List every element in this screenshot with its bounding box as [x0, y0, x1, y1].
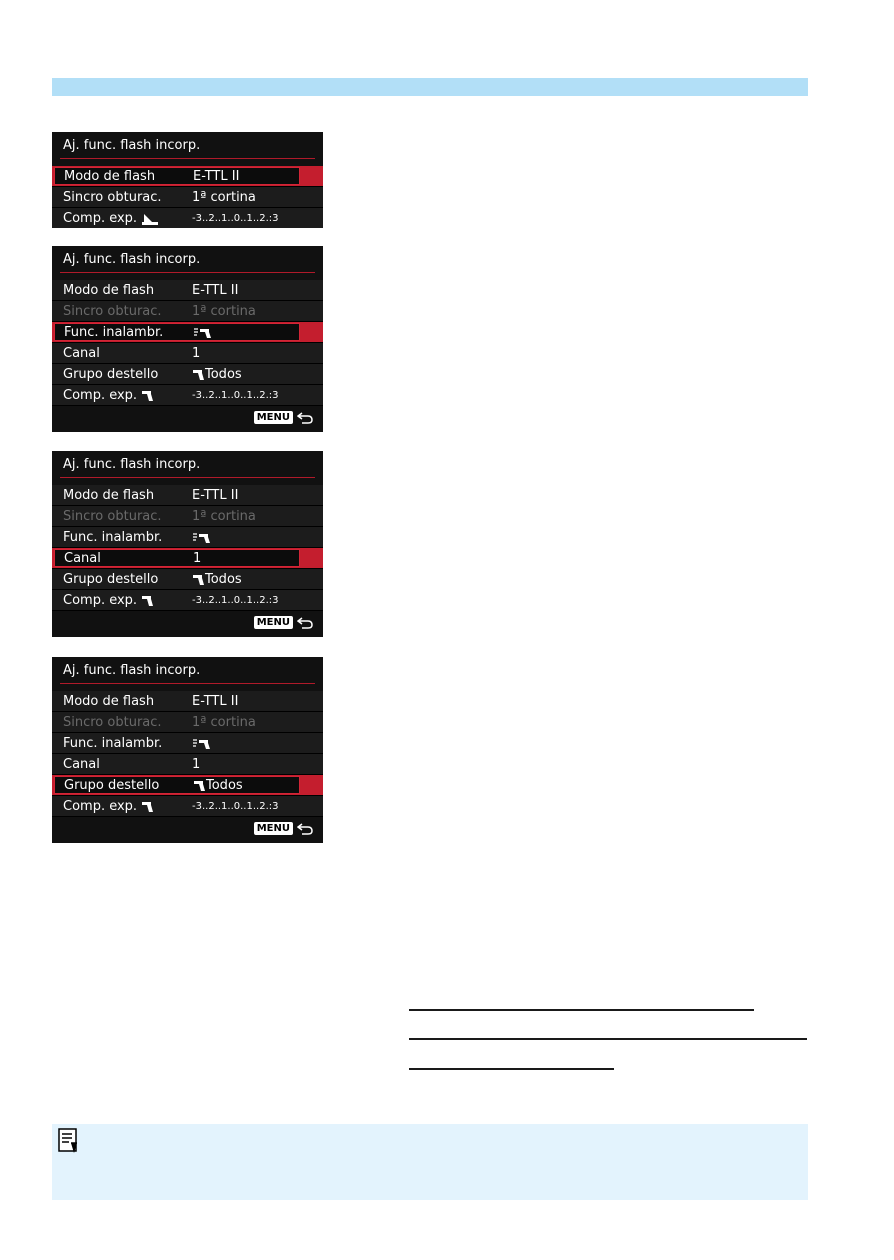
- row-label: Canal: [63, 757, 100, 772]
- menu-row-shutter-sync: [52, 301, 323, 322]
- row-value: 1: [193, 551, 202, 566]
- menu-row-firing-group[interactable]: [52, 364, 323, 385]
- menu-back-arrow-icon: [297, 617, 313, 629]
- row-label: Canal: [64, 551, 101, 566]
- row-value: 1ª cortina: [192, 304, 256, 319]
- menu-row-flash-mode[interactable]: [52, 691, 323, 712]
- row-value: Todos: [193, 778, 243, 793]
- row-value: 1ª cortina: [192, 190, 256, 205]
- menu-row-channel[interactable]: [52, 754, 323, 775]
- title-divider: [60, 158, 315, 159]
- speedlite-icon: [193, 780, 206, 792]
- row-value: Todos: [192, 572, 242, 587]
- camera-menu-screen-1: [52, 132, 323, 228]
- menu-label: MENU: [254, 411, 293, 424]
- row-value: E-TTL II: [192, 488, 239, 503]
- row-value: Todos: [192, 367, 242, 382]
- menu-back-arrow-icon: [297, 823, 313, 835]
- wireless-flash-icon: [192, 738, 212, 750]
- row-label: Modo de flash: [63, 488, 155, 503]
- row-label: Grupo destello: [64, 778, 160, 793]
- row-value: 1ª cortina: [192, 715, 256, 730]
- memo-note-icon: [58, 1128, 80, 1156]
- menu-row-exposure-comp[interactable]: [52, 385, 323, 406]
- menu-row-firing-group[interactable]: [52, 775, 323, 796]
- speedlite-icon: [192, 574, 205, 586]
- row-label: Comp. exp.: [63, 388, 154, 403]
- menu-row-flash-mode[interactable]: [52, 485, 323, 506]
- row-label: Canal: [63, 346, 100, 361]
- menu-back-button[interactable]: [254, 820, 313, 837]
- row-label: Modo de flash: [64, 169, 156, 184]
- title-divider: [60, 683, 315, 684]
- exposure-scale: -3..2..1..0..1..2.:3: [192, 801, 279, 812]
- underline-1: [409, 1009, 754, 1011]
- row-value: 1: [192, 346, 201, 361]
- row-label: Comp. exp.: [63, 211, 159, 226]
- menu-row-exposure-comp[interactable]: [52, 208, 323, 228]
- speedlite-icon: [192, 369, 205, 381]
- underline-2: [409, 1038, 807, 1040]
- title-divider: [60, 477, 315, 478]
- selection-frame: [54, 549, 300, 567]
- row-label: Grupo destello: [63, 367, 159, 382]
- screen-title: Aj. func. flash incorp.: [63, 252, 201, 267]
- row-label: Func. inalambr.: [63, 736, 163, 751]
- underline-3: [409, 1068, 614, 1070]
- speedlite-icon: [141, 390, 154, 402]
- camera-menu-screen-2: [52, 246, 323, 432]
- menu-back-button[interactable]: [254, 409, 313, 426]
- speedlite-icon: [141, 801, 154, 813]
- exposure-scale: -3..2..1..0..1..2.:3: [192, 595, 279, 606]
- screen-title: Aj. func. flash incorp.: [63, 663, 201, 678]
- row-value: 1: [192, 757, 201, 772]
- menu-row-channel[interactable]: [52, 343, 323, 364]
- row-value: E-TTL II: [192, 694, 239, 709]
- selection-frame: [54, 323, 300, 341]
- menu-row-flash-mode[interactable]: [52, 166, 323, 187]
- row-value: [193, 325, 213, 340]
- screen-title: Aj. func. flash incorp.: [63, 138, 201, 153]
- note-box: [52, 1124, 808, 1200]
- row-value: [192, 530, 212, 545]
- row-label: Comp. exp.: [63, 799, 154, 814]
- menu-back-arrow-icon: [297, 412, 313, 424]
- menu-row-flash-mode[interactable]: [52, 280, 323, 301]
- menu-row-wireless-func[interactable]: [52, 733, 323, 754]
- row-label: Modo de flash: [63, 694, 155, 709]
- menu-row-wireless-func[interactable]: [52, 527, 323, 548]
- row-value: E-TTL II: [192, 283, 239, 298]
- row-label: Func. inalambr.: [63, 530, 163, 545]
- camera-menu-screen-4: [52, 657, 323, 843]
- section-header-bar: [52, 78, 808, 96]
- row-label: Sincro obturac.: [63, 304, 162, 319]
- row-label: Comp. exp.: [63, 593, 154, 608]
- selection-frame: [54, 776, 300, 794]
- row-value: 1ª cortina: [192, 509, 256, 524]
- menu-row-exposure-comp[interactable]: [52, 590, 323, 611]
- wireless-flash-icon: [193, 327, 213, 339]
- exposure-scale: -3..2..1..0..1..2.:3: [192, 213, 279, 224]
- title-divider: [60, 272, 315, 273]
- row-label: Sincro obturac.: [63, 509, 162, 524]
- wireless-flash-icon: [192, 532, 212, 544]
- menu-label: MENU: [254, 616, 293, 629]
- menu-row-shutter-sync: [52, 712, 323, 733]
- row-label: Modo de flash: [63, 283, 155, 298]
- menu-back-button[interactable]: [254, 614, 313, 631]
- menu-row-shutter-sync[interactable]: [52, 187, 323, 208]
- selection-frame: [54, 167, 300, 185]
- row-label: Grupo destello: [63, 572, 159, 587]
- camera-menu-screen-3: [52, 451, 323, 637]
- row-label: Func. inalambr.: [64, 325, 164, 340]
- exposure-scale: -3..2..1..0..1..2.:3: [192, 390, 279, 401]
- speedlite-icon: [141, 595, 154, 607]
- menu-row-wireless-func[interactable]: [52, 322, 323, 343]
- menu-row-channel[interactable]: [52, 548, 323, 569]
- menu-label: MENU: [254, 822, 293, 835]
- row-value: E-TTL II: [193, 169, 240, 184]
- menu-row-exposure-comp[interactable]: [52, 796, 323, 817]
- row-label: Sincro obturac.: [63, 715, 162, 730]
- menu-row-firing-group[interactable]: [52, 569, 323, 590]
- row-label: Sincro obturac.: [63, 190, 162, 205]
- menu-row-shutter-sync: [52, 506, 323, 527]
- row-value: [192, 736, 212, 751]
- screen-title: Aj. func. flash incorp.: [63, 457, 201, 472]
- flash-pop-icon: [141, 213, 159, 225]
